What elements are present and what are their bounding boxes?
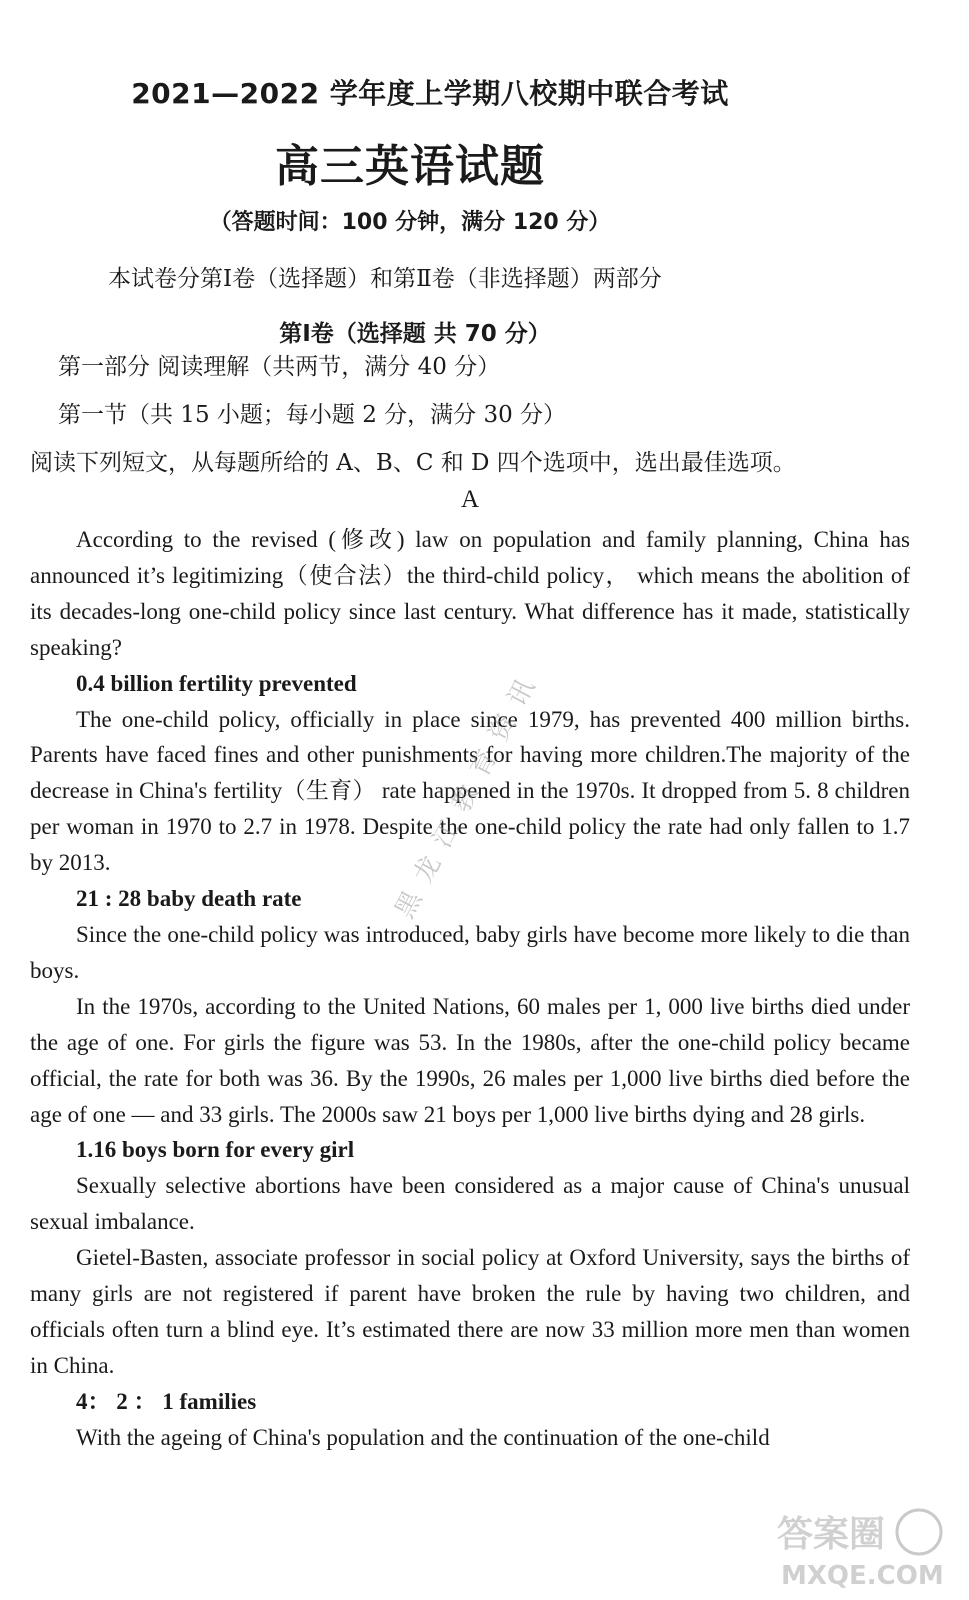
exam-title: 2021—2022 学年度上学期八校期中联合考试	[131, 77, 729, 110]
passage-label: A	[460, 486, 480, 513]
passage-subheading: 4： 2 ： 1 families	[76, 1388, 257, 1414]
svg-text:答案圈: 答案圈	[777, 1514, 886, 1555]
passage-paragraph: With the ageing of China's population and the continuation of the one-child	[76, 1424, 770, 1450]
passage-subheading: 0.4 billion fertility prevented	[76, 670, 357, 696]
volume-one-title: 第Ⅰ卷（选择题 共 70 分）	[279, 321, 551, 347]
passage-subheading: 1.16 boys born for every girl	[76, 1137, 355, 1163]
passage-paragraph: The one-child policy, officially in place since 1979, has prevented 400 million births. Parents have faced fines and other punishments for having more children.The majority of the decrease in China's fertility（生育） rate happened in the 1970s. It dropped from 5. 8 children per woman in 1970 to 2.7 in 1978. Despite the one-child policy the rate had only fallen to 1.7 by 2013.	[30, 706, 910, 876]
passage-paragraph: Since the one-child policy was introduced, baby girls have become more likely to die than boys.	[30, 921, 910, 983]
passage-subheading: 21 : 28 baby death rate	[76, 886, 302, 912]
passage-paragraph: Sexually selective abortions have been considered as a major cause of China's unusual sexual imbalance.	[30, 1173, 910, 1235]
reading-directions: 阅读下列短文，从每题所给的 A、B、C 和 D 四个选项中，选出最佳选项。	[30, 450, 796, 476]
section-one-heading: 第一节（共 15 小题；每小题 2 分，满分 30 分）	[58, 402, 567, 428]
svg-text:MXQE.COM: MXQE.COM	[781, 1561, 944, 1591]
paper-structure-note: 本试卷分第Ⅰ卷（选择题）和第Ⅱ卷（非选择题）两部分	[108, 266, 662, 292]
passage-paragraph: In the 1970s, according to the United Nations, 60 males per 1, 000 live births died under the age of one. For girls the figure was 53. In the 1980s, after the one-child policy became official, the rate for both was 36. By the 1990s, 26 males per 1,000 live births died before the age of one — and 33 girls. The 2000s saw 21 boys per 1,000 live births dying and 28 girls.	[30, 993, 910, 1127]
part-one-heading: 第一部分 阅读理解（共两节，满分 40 分）	[58, 354, 501, 380]
watermark-stamp	[380, 660, 640, 940]
passage-intro: According to the revised (修改) law on population and family planning, China has announced it’s legitimizing（使合法）the third-child policy， which means the abolition of its decades-long one-child policy since last century. What difference has it made, statistically speaking?	[30, 527, 911, 660]
subject-title: 高三英语试题	[275, 141, 545, 192]
passage-paragraph: Gietel-Basten, associate professor in social policy at Oxford University, says the births of many girls are not registered if parent have broken the rule by having two children, and officials often turn a blind eye. It’s estimated there are now 33 million more men than women in China.	[30, 1245, 910, 1378]
svg-text:黑龙江教育资讯: 黑龙江教育资讯	[389, 661, 548, 924]
site-logo	[771, 1502, 951, 1592]
time-info: （答题时间：100 分钟，满分 120 分）	[209, 210, 611, 235]
